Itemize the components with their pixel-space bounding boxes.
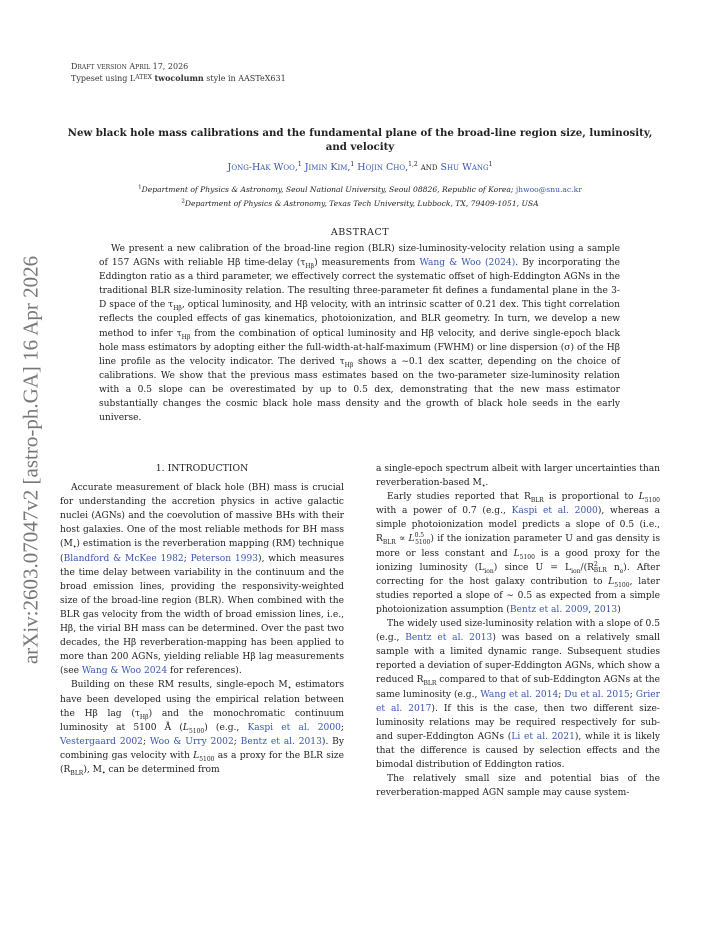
- email-link[interactable]: jhwoo@snu.ac.kr: [515, 185, 582, 194]
- citation-link[interactable]: Blandford & McKee 1982: [63, 553, 184, 564]
- paragraph: Accurate measurement of black hole (BH) mass is crucial for understanding the accretion physics in active galactic nuclei (AGNs) and the coevolution of massive BHs with their host galaxies. One of the most reliable methods for BH mass $(M_•)$ estimation is the reverberation mapping (RM) technique (Blandford & McKee 1982; Peterson 1993), which measures the time delay between variability in the continuum and the broad emission lines, providing the responsivity-weighted size of the broad-line region (BLR). When combined with the BLR gas velocity from the width of broad emission lines, i.e., Hβ, the virial BH mass can be determined. Over the past two decades, the Hβ reverberation-mapping has been applied to more than 200 AGNs, yielding reliable Hβ lag measurements (see Wang & Woo 2024 for references).: [60, 483, 345, 677]
- citation-link[interactable]: Vestergaard 2002: [60, 736, 143, 747]
- typeset-line: Typeset using $L^{ATEX}$ twocolumn style in AASTeX631: [71, 73, 286, 83]
- citation-link[interactable]: Bentz et al. 2013: [405, 633, 493, 644]
- citation-link[interactable]: Du et al. 2015: [564, 689, 630, 700]
- paragraph: a single-epoch spectrum albeit with larger uncertainties than reverberation-based $M_•$.: [376, 464, 660, 490]
- paragraph: The relatively small size and potential bias of the reverberation-mapped AGN sample may cause system-: [376, 774, 660, 799]
- section-heading: 1. INTRODUCTION: [155, 463, 249, 474]
- paper-title: New black hole mass calibrations and the fundamental plane of the broad-line region size, luminosity, and velocity: [67, 127, 653, 153]
- left-column: [60, 462, 344, 777]
- arxiv-id-text: arXiv:2603.07047v2 [astro-ph.GA] 16 Apr 2026: [18, 255, 43, 665]
- author-name[interactable]: Shu Wang: [440, 162, 489, 173]
- citation-link[interactable]: Kaspi et al. 2000: [511, 506, 598, 517]
- citation-link[interactable]: Woo & Urry 2002: [149, 736, 234, 747]
- affiliation-2: $^2$Department of Physics & Astronomy, Texas Tech University, Lubbock, TX, 79409-1051, USA: [181, 198, 539, 208]
- author-list: Jong-Hak Woo,$^1$ Jimin Kim,$^1$ Hojin Cho,$^{1,2}$ and Shu Wang$^1$: [227, 160, 493, 173]
- citation-link[interactable]: Wang & Woo 2024: [81, 666, 168, 677]
- right-column: [376, 462, 660, 800]
- author-name[interactable]: Hojin Cho,: [357, 162, 409, 173]
- author-name[interactable]: Jong-Hak Woo,: [227, 162, 298, 173]
- paragraph: The widely used size-luminosity relation with a slope of 0.5 (e.g., Bentz et al. 2013) was based on a relatively small sample with a limited dynamic range. Subsequent studies reported a deviation of super-Eddington AGNs, which show a reduced $R_{BLR}$ compared to that of sub-Eddington AGNs at the same luminosity (e.g., Wang et al. 2014; Du et al. 2015; Grier et al. 2017). If this is the case, then two different size-luminosity relations may be required respectively for sub- and super-Eddington AGNs (Li et al. 2021), while it is likely that the difference is caused by selection effects and the bimodal distribution of Eddington ratios.: [376, 619, 661, 770]
- citation-link[interactable]: Peterson 1993: [190, 553, 259, 564]
- citation-link[interactable]: Wang et al. 2014: [480, 689, 559, 700]
- paragraph: Early studies reported that $R_{BLR}$ is proportional to $L_{5100}$ with a power of 0.7 (e.g., Kaspi et al. 2000), whereas a simple photoionization model predicts a slope of 0.5 (i.e., $R_{BLR} \propto L^{0.5}_{5100}$) if the ionization parameter U and gas density is more or less constant and $L_{5100}$ is a good proxy for the ionizing luminosity $(L_{ion})$ since $U = L_{ion}/(R^2_{BLR}$ $n_e$). After correcting for the host galaxy contribution to $L_{5100}$, later studies reported a slope of ∼ 0.5 as expected from a simple photoionization assumption (Bentz et al. 2009, 2013): [376, 492, 661, 615]
- citation-link[interactable]: Grier et al. 2017: [376, 689, 660, 714]
- citation-link[interactable]: Bentz et al. 2013: [240, 736, 322, 747]
- citation-link[interactable]: 2013: [594, 604, 618, 615]
- affiliations: [60, 183, 660, 211]
- arxiv-sidebar-stamp: [2, 230, 60, 690]
- abstract-heading: ABSTRACT: [330, 227, 390, 238]
- abstract-body: We present a new calibration of the broad-line region (BLR) size-luminosity-velocity relation using a sample of 157 AGNs with reliable Hβ time-delay $(\tau_{H\beta})$ measurements from Wang & Woo (2024). By incorporating the Eddington ratio as a third parameter, we effectively correct the systematic offset of high-Eddington AGNs in the traditional BLR size-luminosity relation. The resulting three-parameter fit defines a fundamental plane in the 3-D space of the $\tau_{H\beta}$, optical luminosity, and Hβ velocity, with an intrinsic scatter of 0.21 dex. This tight correlation reflects the coupled effects of gas kinematics, photoionization, and BLR geometry. In turn, we develop a new method to infer $\tau_{H\beta}$ from the combination of optical luminosity and Hβ velocity, and derive single-epoch black hole mass estimators by adopting either the full-width-at-half-maximum (FWHM) or line dispersion (σ) of the Hβ line profile as the velocity indicator. The derived $\tau_{H\beta}$ shows a ∼0.1 dex scatter, depending on the choice of calibrations. We show that the previous mass estimates based on the two-parameter size-luminosity relation with a 0.5 slope can be overestimated by up to 0.5 dex, demonstrating that the new mass estimator substantially changes the cosmic black hole mass density and the growth of black hole seeds in the early universe.: [99, 244, 621, 424]
- citation-link[interactable]: Kaspi et al. 2000: [247, 722, 341, 733]
- affiliation-1: $^1$Department of Physics & Astronomy, Seoul National University, Seoul 08826, Republic of Korea; jhwoo@snu.ac.kr: [138, 184, 582, 194]
- citation-link[interactable]: Wang & Woo (2024): [419, 258, 516, 269]
- author-name[interactable]: Jimin Kim,: [304, 162, 351, 173]
- citation-link[interactable]: Bentz et al. 2009: [509, 604, 589, 615]
- draft-header: [71, 61, 286, 84]
- citation-link[interactable]: Li et al. 2021: [511, 731, 575, 742]
- paragraph: Building on these RM results, single-epoch $M_•$ estimators have been developed using the empirical relation between the Hβ lag $(\tau_{H\beta})$ and the monochromatic continuum luminosity at 5100 Å $(L_{5100})$ (e.g., Kaspi et al. 2000; Vestergaard 2002; Woo & Urry 2002; Bentz et al. 2013). By combining gas velocity with $L_{5100}$ as a proxy for the BLR size $(R_{BLR})$, $M_•$ can be determined from: [60, 680, 345, 777]
- draft-version-line: Draft version April 17, 2026: [71, 62, 189, 71]
